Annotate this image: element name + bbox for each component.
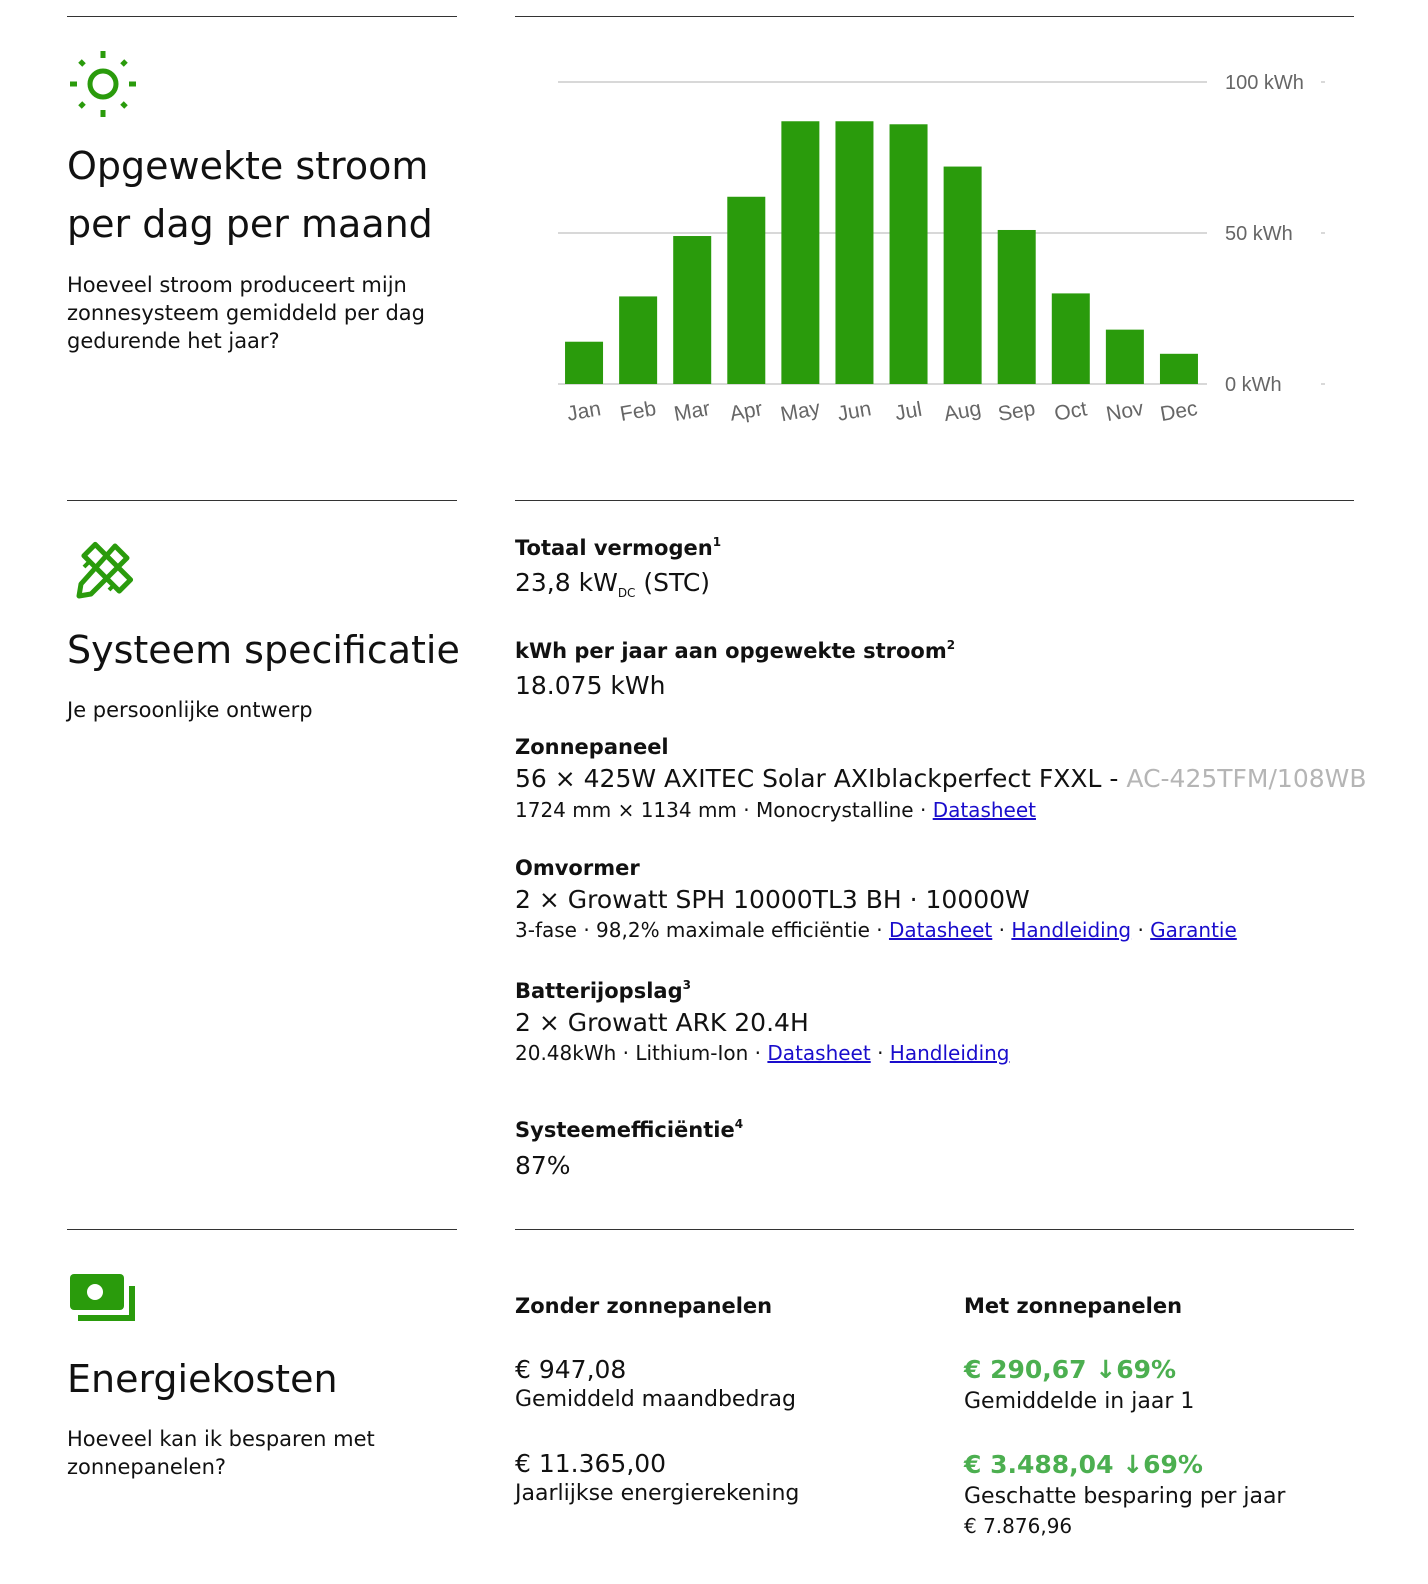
footnote-2: 2 bbox=[946, 638, 956, 652]
section-subtitle-production: Hoeveel stroom produceert mijn zonnesysteem gemiddeld per dag gedurende het jaar? bbox=[67, 273, 425, 353]
divider bbox=[515, 500, 1354, 501]
costs-without-yearly-label: Jaarlijkse energierekening bbox=[515, 1481, 800, 1506]
efficiency-label-text: Systeemefficiëntie bbox=[515, 1118, 735, 1142]
spec-value-total-power bbox=[515, 568, 710, 600]
inverter-datasheet-link[interactable]: Datasheet bbox=[888, 918, 993, 942]
divider bbox=[67, 500, 457, 501]
x-tick-label: Aug bbox=[942, 396, 983, 427]
costs-without-monthly-value: € 947,08 bbox=[515, 1355, 627, 1384]
inverter-details: 3-fase · 98,2% maximale efficiëntie · bbox=[515, 918, 883, 942]
costs-with-monthly-pct: 69% bbox=[1116, 1355, 1177, 1384]
panel-datasheet-link[interactable]: Datasheet bbox=[932, 798, 1036, 822]
footnote-3: 3 bbox=[682, 978, 691, 992]
divider bbox=[515, 1229, 1354, 1230]
inverter-manual-link[interactable]: Handleiding bbox=[1011, 918, 1132, 942]
costs-with-yearly-value: € 3.488,04 bbox=[964, 1450, 1114, 1479]
separator: · bbox=[998, 918, 1005, 942]
spec-value-battery: 2 × Growatt ARK 20.4H bbox=[515, 1008, 809, 1037]
separator: · bbox=[877, 1041, 884, 1065]
x-tick-label: Sep bbox=[996, 396, 1038, 427]
bar bbox=[565, 342, 603, 384]
costs-with-monthly bbox=[964, 1355, 1176, 1384]
costs-with-yearly-pct: 69% bbox=[1143, 1450, 1203, 1479]
spec-label-total-power bbox=[515, 535, 721, 560]
section-subtitle-spec: Je persoonlijke ontwerp bbox=[67, 698, 313, 722]
ruler-pencil-icon bbox=[71, 540, 135, 604]
total-power-suffix: (STC) bbox=[643, 568, 711, 597]
money-icon bbox=[70, 1274, 138, 1326]
section-title-costs: Energiekosten bbox=[67, 1357, 338, 1401]
x-tick-label: Jul bbox=[893, 397, 924, 426]
panel-details: 1724 mm × 1134 mm · Monocrystalline · bbox=[515, 798, 927, 822]
bar bbox=[998, 230, 1036, 384]
x-tick-label: Oct bbox=[1052, 397, 1089, 426]
spec-details-panel bbox=[515, 798, 1036, 822]
spec-value-panel bbox=[515, 764, 1367, 793]
spec-value-efficiency: 87% bbox=[515, 1151, 571, 1180]
costs-with-heading: Met zonnepanelen bbox=[964, 1294, 1183, 1318]
x-tick-label: Jan bbox=[565, 397, 603, 426]
x-tick-label: Jun bbox=[835, 397, 874, 426]
panel-name: 56 × 425W AXITEC Solar AXIblackperfect FXXL - bbox=[515, 764, 1119, 793]
arrow-down-icon: ↓ bbox=[1095, 1355, 1117, 1384]
costs-with-monthly-label: Gemiddelde in jaar 1 bbox=[964, 1389, 1195, 1414]
spec-value-kwh-year: 18.075 kWh bbox=[515, 671, 666, 700]
spec-details-battery bbox=[515, 1041, 1010, 1065]
panel-model: AC-425TFM/108WB bbox=[1126, 764, 1367, 793]
costs-with-yearly-label: Geschatte besparing per jaar bbox=[964, 1484, 1286, 1509]
x-tick-label: Feb bbox=[618, 397, 658, 426]
bar bbox=[1106, 330, 1144, 384]
section-title-spec: Systeem specificatie bbox=[67, 628, 460, 672]
costs-with-yearly bbox=[964, 1450, 1203, 1479]
sun-icon bbox=[67, 48, 139, 120]
spec-label-battery bbox=[515, 978, 691, 1003]
footnote-1: 1 bbox=[712, 535, 722, 549]
bar bbox=[619, 296, 657, 384]
bar bbox=[673, 236, 711, 384]
spec-details-inverter bbox=[515, 918, 1237, 942]
arrow-down-icon: ↓ bbox=[1122, 1450, 1144, 1479]
divider bbox=[67, 16, 457, 17]
x-tick-label: May bbox=[778, 396, 822, 427]
kwh-year-label-text: kWh per jaar aan opgewekte stroom bbox=[515, 639, 947, 663]
battery-details: 20.48kWh · Lithium-Ion · bbox=[515, 1041, 762, 1065]
costs-without-heading: Zonder zonnepanelen bbox=[515, 1294, 773, 1318]
battery-label-text: Batterijopslag bbox=[515, 979, 683, 1003]
x-tick-label: Apr bbox=[728, 397, 765, 426]
section-title-production: Opgewekte stroom per dag per maand bbox=[67, 144, 433, 246]
costs-without-yearly-value: € 11.365,00 bbox=[515, 1449, 667, 1478]
bar bbox=[781, 121, 819, 384]
y-tick-label: 100 kWh bbox=[1225, 72, 1304, 94]
costs-without-monthly-label: Gemiddeld maandbedrag bbox=[515, 1387, 796, 1412]
bar bbox=[1052, 293, 1090, 384]
x-tick-label: Mar bbox=[672, 397, 712, 426]
separator: · bbox=[1137, 918, 1144, 942]
x-tick-label: Dec bbox=[1158, 396, 1200, 427]
spec-value-inverter: 2 × Growatt SPH 10000TL3 BH · 10000W bbox=[515, 885, 1030, 914]
total-power-value: 23,8 kW bbox=[515, 568, 618, 597]
bar bbox=[727, 197, 765, 384]
bar bbox=[944, 167, 982, 384]
production-chart bbox=[515, 40, 1355, 460]
bar bbox=[1160, 354, 1198, 384]
y-tick-label: 50 kWh bbox=[1225, 223, 1293, 245]
bar bbox=[890, 124, 928, 384]
divider bbox=[515, 16, 1354, 17]
bar bbox=[835, 121, 873, 384]
spec-label-kwh-year bbox=[515, 638, 955, 663]
battery-datasheet-link[interactable]: Datasheet bbox=[767, 1041, 871, 1065]
total-power-label-text: Totaal vermogen bbox=[515, 536, 713, 560]
x-tick-label: Nov bbox=[1104, 396, 1146, 427]
divider bbox=[67, 1229, 457, 1230]
costs-with-monthly-value: € 290,67 bbox=[964, 1355, 1087, 1384]
y-tick-label: 0 kWh bbox=[1225, 374, 1282, 396]
total-power-unit-sub: DC bbox=[617, 586, 636, 600]
battery-manual-link[interactable]: Handleiding bbox=[889, 1041, 1010, 1065]
footnote-4: 4 bbox=[734, 1117, 744, 1131]
spec-label-efficiency bbox=[515, 1117, 743, 1142]
spec-label-inverter: Omvormer bbox=[515, 856, 640, 880]
spec-label-panel: Zonnepaneel bbox=[515, 735, 669, 759]
inverter-warranty-link[interactable]: Garantie bbox=[1150, 918, 1237, 942]
section-subtitle-costs: Hoeveel kan ik besparen met zonnepanelen? bbox=[67, 1427, 375, 1479]
costs-with-yearly-saving: € 7.876,96 bbox=[964, 1514, 1073, 1538]
